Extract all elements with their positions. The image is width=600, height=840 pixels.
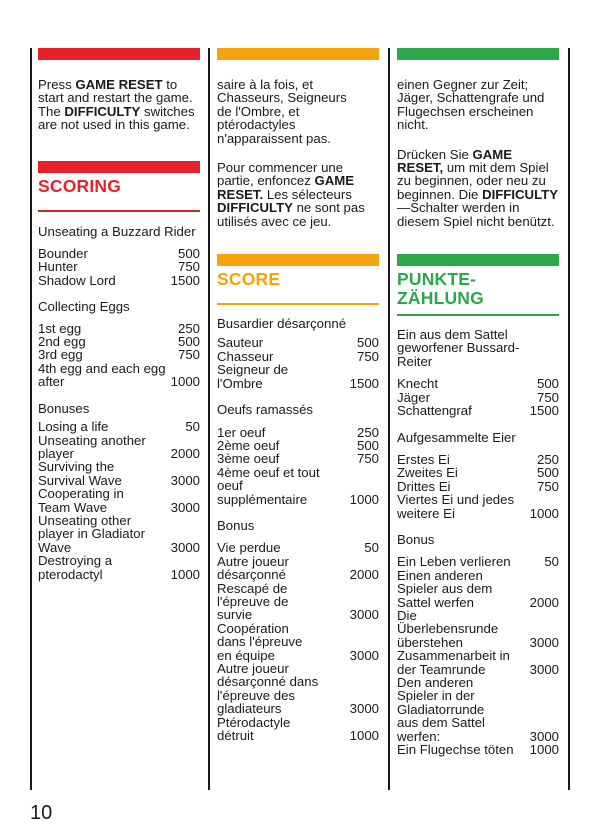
score-row: Bounder 500 [38, 246, 200, 262]
score-row: Knecht 500 [397, 376, 559, 392]
column-divider [30, 48, 32, 790]
subsection-title: Bonuses [38, 400, 90, 416]
score-row: Ein Flugechse töten 1000 [397, 742, 559, 758]
score-row: Losing a life 50 [38, 419, 200, 435]
subsection-title: Ein aus dem Sattel geworfener Bussard-Reiter [397, 327, 520, 369]
score-row: Ein Leben verlieren 50 [397, 554, 559, 570]
section-rule [38, 210, 200, 212]
score-row: 4ème oeuf et tout oeuf supplémentaire 1000 [217, 464, 379, 507]
score-row: 1er oeuf 250 [217, 424, 379, 440]
score-row: 4th egg and each egg after 1000 [38, 360, 200, 390]
score-list [38, 420, 200, 581]
subsection-title: Aufgesammelte Eier [397, 429, 516, 445]
score-row: Surviving the Survival Wave 3000 [38, 459, 200, 488]
score-row: 2ème oeuf 500 [217, 437, 379, 453]
score-row: Autre joueur désarçonné dans l'épreuve des gladiateurs 3000 [217, 661, 379, 717]
score-row: Einen anderen Spieler aus dem Sattel werfen 2000 [397, 567, 559, 610]
score-row: Vie perdue 50 [217, 540, 379, 556]
subsection-title: Busardier désarçonné [217, 316, 347, 332]
score-row: Drittes Ei 750 [397, 478, 559, 494]
score-row: Jäger 750 [397, 389, 559, 405]
score-list [217, 541, 379, 742]
section-bar [217, 254, 379, 266]
page-number: 10 [30, 802, 53, 824]
section-rule [397, 314, 559, 316]
score-list [397, 377, 559, 417]
color-bar [397, 48, 559, 60]
score-row: 2nd egg 500 [38, 334, 200, 350]
score-row: Unseating other player in Gladiator Wave 3000 [38, 512, 200, 555]
subsection-title: Collecting Eggs [38, 299, 130, 315]
score-row: Rescapé de l'épreuve de survie 3000 [217, 580, 379, 623]
score-row: Shadow Lord 1500 [38, 272, 200, 288]
intro-text: Pour commencer une partie, enfoncez GAME RESET. Les sélecteurs DIFFICULTY ne sont pas utilisés avec ce jeu. [217, 160, 365, 229]
intro-text: Press GAME RESET to start and restart the game. The DIFFICULTY switches are not used in this game. [38, 77, 195, 133]
score-list [397, 555, 559, 756]
section-heading: PUNKTE- ZÄHLUNG [397, 269, 484, 309]
section-heading: SCORE [217, 269, 281, 290]
intro-text: Drücken Sie GAME RESET, um mit dem Spiel zu beginnen, oder neu zu beginnen. Die DIFFICULTY —Schalter werden in diesem Spiel nicht benützt. [397, 146, 558, 229]
color-bar [38, 48, 200, 60]
intro-text: einen Gegner zur Zeit; Jäger, Schattengrafe und Flugechsen erscheinen nicht. [397, 77, 545, 133]
english-column [38, 48, 200, 581]
score-row: Hunter 750 [38, 259, 200, 275]
score-row: Unseating another player 2000 [38, 432, 200, 461]
score-list [217, 336, 379, 390]
score-row: Schattengraf 1500 [397, 403, 559, 419]
score-row: Seigneur de l'Ombre 1500 [217, 362, 379, 391]
color-bar [217, 48, 379, 60]
score-row: Viertes Ei und jedes weitere Ei 1000 [397, 492, 559, 521]
score-row: Den anderen Spieler in der Gladiatorrunde aus dem Sattel werfen: 3000 [397, 675, 559, 744]
column-divider [388, 48, 390, 790]
score-row: Die Überlebensrunde überstehen 3000 [397, 607, 559, 650]
subsection-title: Oeufs ramassés [217, 402, 314, 418]
subsection-title: Unseating a Buzzard Rider [38, 223, 196, 239]
score-row: Sauteur 500 [217, 335, 379, 351]
section-bar [38, 161, 200, 173]
score-list [217, 426, 379, 506]
section-rule [217, 303, 379, 305]
score-list [38, 247, 200, 287]
score-row: Cooperating in Team Wave 3000 [38, 486, 200, 515]
score-row: Chasseur 750 [217, 348, 379, 364]
section-heading: SCORING [38, 175, 122, 196]
french-column [217, 48, 379, 742]
column-divider [568, 48, 570, 790]
score-row: Autre joueur désarçonné 2000 [217, 553, 379, 583]
subsection-title: Bonus [397, 531, 435, 547]
score-row: Zusammenarbeit in der Teamrunde 3000 [397, 648, 559, 677]
score-row: Coopération dans l'épreuve en équipe 3000 [217, 620, 379, 663]
score-row: 3ème oeuf 750 [217, 451, 379, 467]
score-row: Zweites Ei 500 [397, 465, 559, 481]
subsection-title: Bonus [217, 517, 255, 533]
score-list [397, 453, 559, 520]
german-column [397, 48, 559, 756]
score-row: Ptérodactyle détruit 1000 [217, 714, 379, 744]
score-row: 3rd egg 750 [38, 347, 200, 363]
column-divider [208, 48, 210, 790]
intro-text: saire à la fois, et Chasseurs, Seigneurs de l'Ombre, et ptérodactyles n'apparaissent pas. [217, 77, 347, 146]
score-row: Destroying a pterodactyl 1000 [38, 553, 200, 582]
score-row: 1st egg 250 [38, 320, 200, 336]
score-list [38, 322, 200, 389]
score-row: Erstes Ei 250 [397, 451, 559, 467]
section-bar [397, 254, 559, 266]
